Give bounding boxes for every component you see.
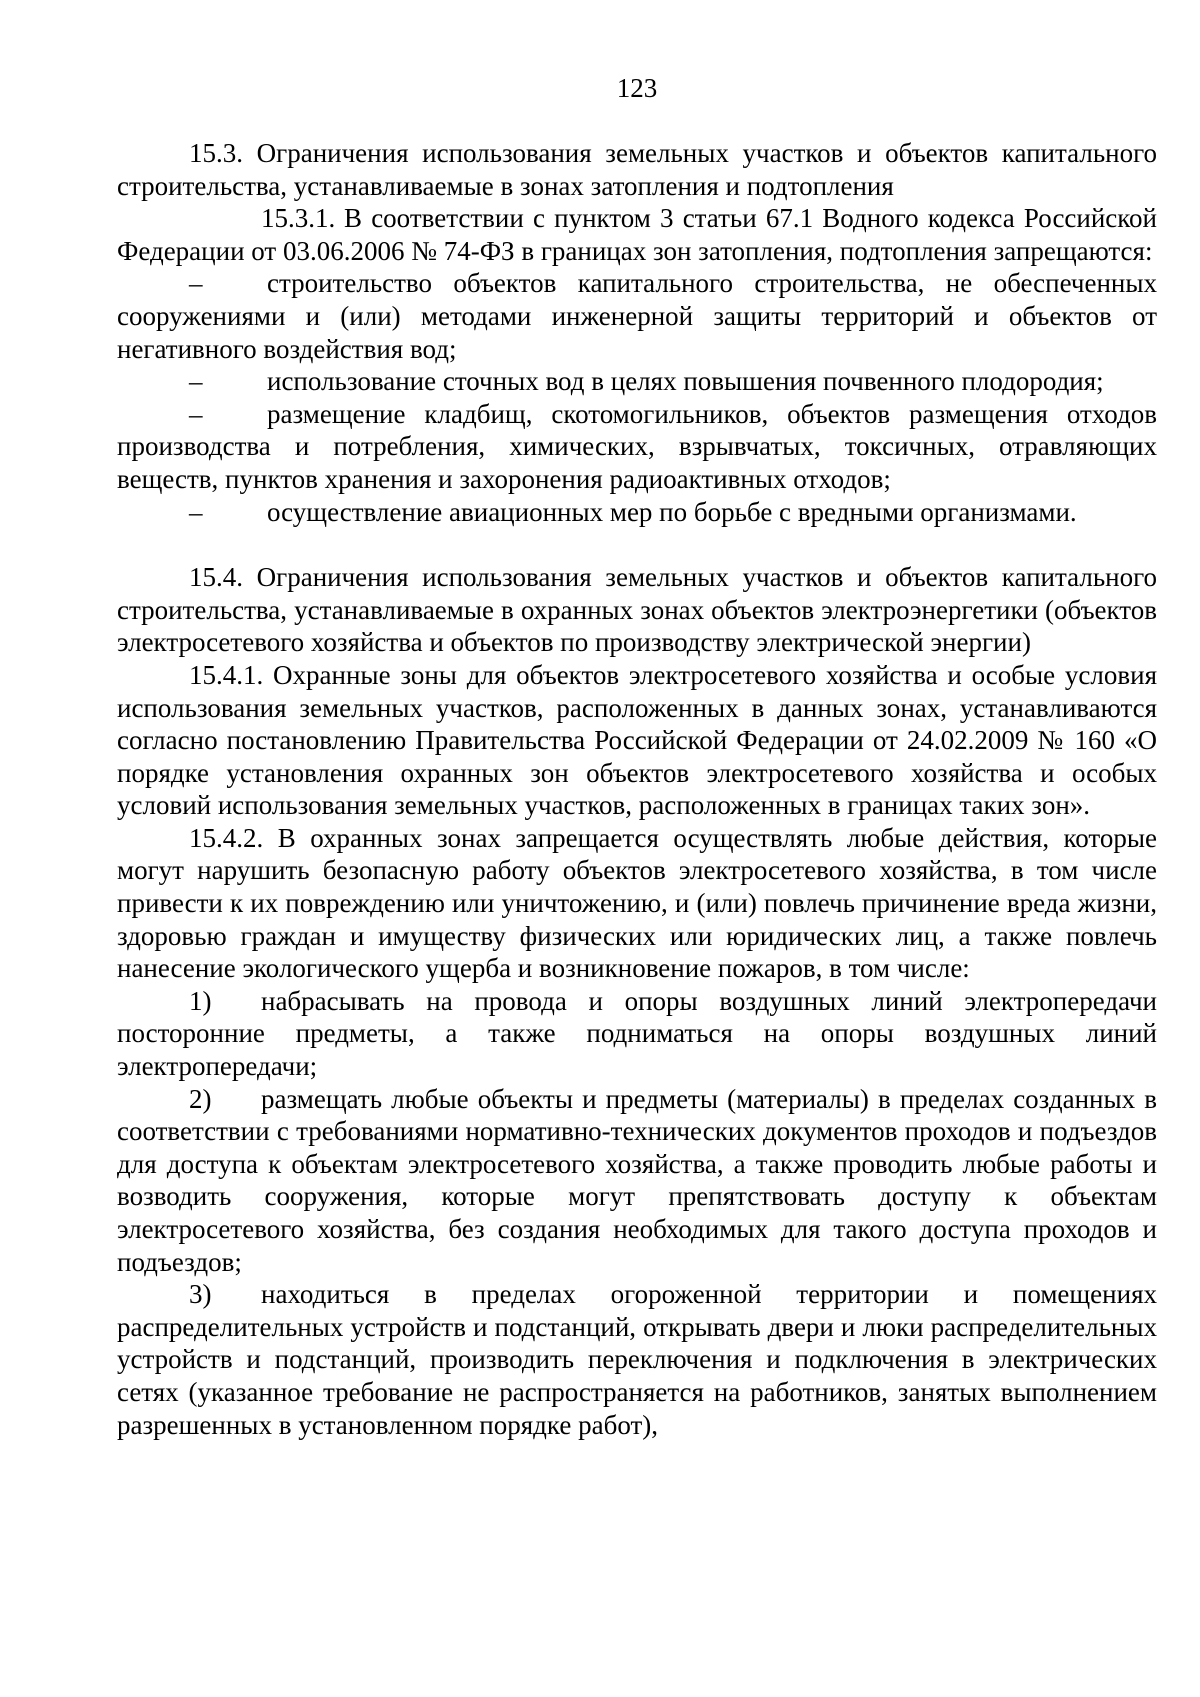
list-item	[117, 398, 1157, 496]
section-15-4-1-paragraph: 15.4.1. Охранные зоны для объектов электросетевого хозяйства и особые условия использования земельных участков, расположенных в данных зонах, устанавливаются согласно постановлению Правительства Российской Федерации от 24.02.2009 № 160 «О порядке установления охранных зон объектов электросетевого хозяйства и особых условий использования земельных участков, расположенных в границах таких зон».	[117, 659, 1157, 821]
section-15-3-1-number: 15.3.1.	[261, 203, 336, 234]
dash-marker: –	[189, 398, 203, 429]
section-15-4-heading: 15.4. Ограничения использования земельных участков и объектов капитального строительства, устанавливаемые в охранных зонах объектов электроэнергетики (объектов электросетевого хозяйства и объектов по производству электрической энергии)	[117, 562, 1157, 658]
list-item-text: осуществление авиационных мер по борьбе с вредными организмами.	[267, 496, 1077, 527]
dash-marker: –	[189, 496, 203, 527]
list-item	[117, 496, 1157, 529]
list-item-text: использование сточных вод в целях повышения почвенного плодородия;	[267, 366, 1104, 397]
dash-marker: –	[189, 268, 203, 299]
numbered-list-item-text: набрасывать на провода и опоры воздушных линий электропередачи посторонние предметы, а также подниматься на опоры воздушных линий электропередачи;	[117, 985, 1157, 1082]
numbered-list-item-text: размещать любые объекты и предметы (материалы) в пределах созданных в соответствии с требованиями нормативно-технических документов проходов и подъездов для доступа к объектам электросетевого хозяйства, а также проводить любые работы и возводить сооружения, которые могут препятствовать доступу к объектам электросетевого хозяйства, без создания необходимых для такого доступа проходов и подъездов;	[117, 1083, 1157, 1277]
section-spacer	[117, 528, 1157, 561]
list-number: 1)	[189, 985, 212, 1016]
list-number: 2)	[189, 1083, 212, 1114]
list-item-text: размещение кладбищ, скотомогильников, объектов размещения отходов производства и потребления, химических, взрывчатых, токсичных, отравляющих веществ, пунктов хранения и захоронения радиоактивных отходов;	[117, 398, 1157, 494]
numbered-list-item	[117, 1083, 1157, 1279]
list-item-text: строительство объектов капитального строительства, не обеспеченных сооружениями и (или) методами инженерной защиты территорий и объектов от негативного воздействия вод;	[117, 268, 1157, 364]
dash-marker: –	[189, 366, 203, 397]
list-number: 3)	[189, 1279, 212, 1310]
section-15-3-heading: 15.3. Ограничения использования земельных участков и объектов капитального строительства, устанавливаемые в зонах затопления и подтопления	[117, 138, 1157, 201]
list-item	[117, 365, 1157, 398]
numbered-list-item	[117, 1278, 1157, 1441]
section-15-3-1-paragraph	[117, 202, 1157, 267]
numbered-list-item-text: находиться в пределах огороженной территории и помещениях распределительных устройств и подстанций, открывать двери и люки распределительных устройств и подстанций, производить переключения и подключения в электрических сетях (указанное требование не распространяется на работников, занятых выполнением разрешенных в установленном порядке работ),	[117, 1279, 1157, 1440]
list-item	[117, 267, 1157, 365]
document-body	[117, 137, 1157, 1441]
numbered-list-item	[117, 985, 1157, 1083]
section-15-4-2-paragraph: 15.4.2. В охранных зонах запрещается осуществлять любые действия, которые могут нарушить безопасную работу объектов электросетевого хозяйства, в том числе привести к их повреждению или уничтожению, и (или) повлечь причинение вреда жизни, здоровью граждан и имуществу физических или юридических лиц, а также повлечь нанесение экологического ущерба и возникновение пожаров, в том числе:	[117, 822, 1157, 984]
page-number: 123	[616, 73, 658, 103]
section-15-3-1-text: В соответствии с пунктом 3 статьи 67.1 Водного кодекса Российской Федерации от 03.06.2006 № 74-ФЗ в границах зон затопления, подтопления запрещаются:	[117, 203, 1157, 266]
